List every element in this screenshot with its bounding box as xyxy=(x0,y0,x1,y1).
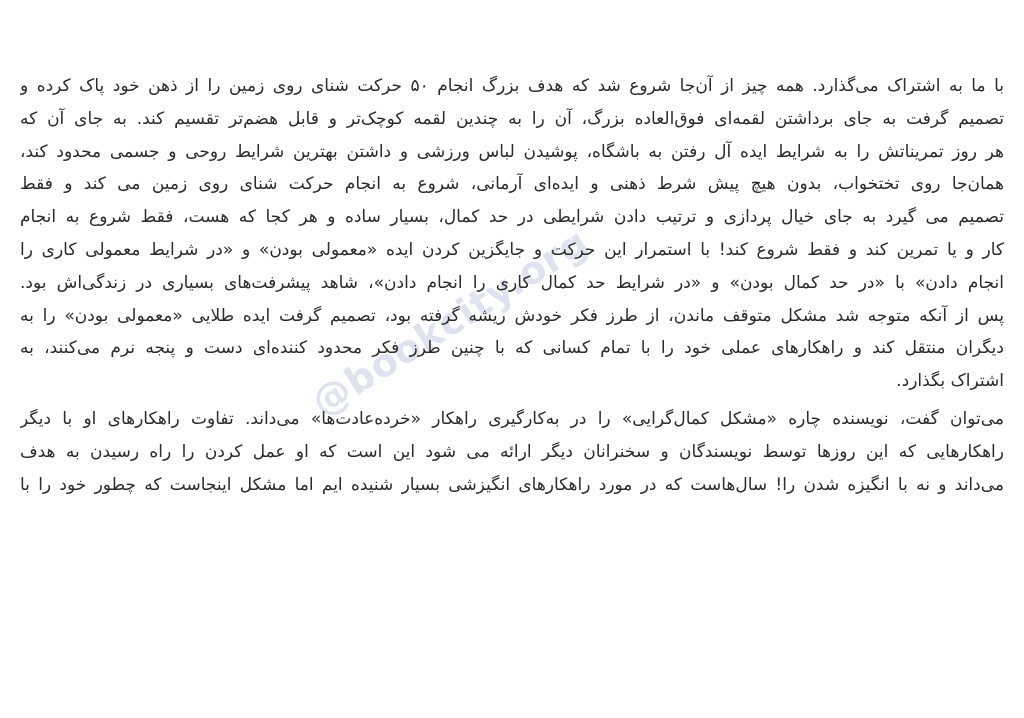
paragraph-2 xyxy=(20,403,1004,501)
text-line: تصمیم می گیرد به جای خیال پردازی و ترتیب دادن شرایطی در حد کمال، بسیار ساده و هر کجا که هست، فقط شروع به انجام xyxy=(20,207,1004,228)
text-line: دیگران منتقل کند و راهکارهای عملی خود را با تمام کسانی که با چنین طرز فکر محدود کننده‌ای دست و پنجه نرم می‌کنند، به xyxy=(20,338,1004,359)
book-page xyxy=(20,70,1004,630)
watermark-text: @bookcity.org xyxy=(303,219,597,425)
text-line: هر روز تمریناتش را به شرایط ایده آل رفتن به باشگاه، پوشیدن لباس ورزشی و داشتن بهترین شرایط روحی و جسمی محدود کند، xyxy=(20,141,1004,162)
text-line: کار و یا تمرین کند و فقط شروع کند! با استمرار این حرکت و جایگزین کردن ایده «معمولی بودن» و «در شرایط معمولی کاری را xyxy=(20,239,1004,260)
text-line: با ما به اشتراک می‌گذارد. همه چیز از آن‌جا شروع شد که هدف بزرگ انجام ۵۰ حرکت شنای روی زمین را از ذهن خود پاک کرده و xyxy=(20,76,1004,96)
text-line: راهکارهایی که این روزها توسط نویسندگان و سخنرانان دیگر ارائه می شود این است که او عمل کردن را راه رسیدن به هدف xyxy=(20,441,1004,462)
paragraph-1 xyxy=(20,70,1004,398)
text-line: می‌توان گفت، نویسنده چاره «مشکل کمال‌گرایی» را در به‌کارگیری راهکار «خرده‌عادت‌ها» می‌داند. تفاوت راهکارهای او با دیگر xyxy=(20,408,1004,429)
text-line: پس از آنکه متوجه شد مشکل متوقف ماندن، از طرز فکر خودش ریشه گرفته بود، تصمیم گرفت ایده طلایی «معمولی بودن» را به xyxy=(20,305,1004,326)
text-line: تصمیم گرفت به جای برداشتن لقمه‌ای فوق‌العاده بزرگ، آن را به چندین لقمه کوچک‌تر و قابل هضم‌تر تقسیم کند. به جای آن که xyxy=(20,108,1004,129)
text-line: همان‌جا روی تختخواب، بدون هیچ پیش شرط ذهنی و ایده‌ای آرمانی، شروع به انجام حرکت شنای روی زمین می کند و فقط xyxy=(20,174,1004,195)
text-line: انجام دادن» با «در حد کمال بودن» و «در شرایط حد کمال کاری را انجام دادن»، شاهد پیشرفت‌های بسیاری در زندگی‌اش بود. xyxy=(20,272,1004,293)
text-line: می‌داند و نه با انگیزه شدن را! سال‌هاست که در مورد راهکارهای انگیزشی بسیار شنیده ایم اما مشکل اینجاست که چطور خود را با xyxy=(20,474,1004,495)
text-line: اشتراک بگذارد. xyxy=(896,371,1004,392)
